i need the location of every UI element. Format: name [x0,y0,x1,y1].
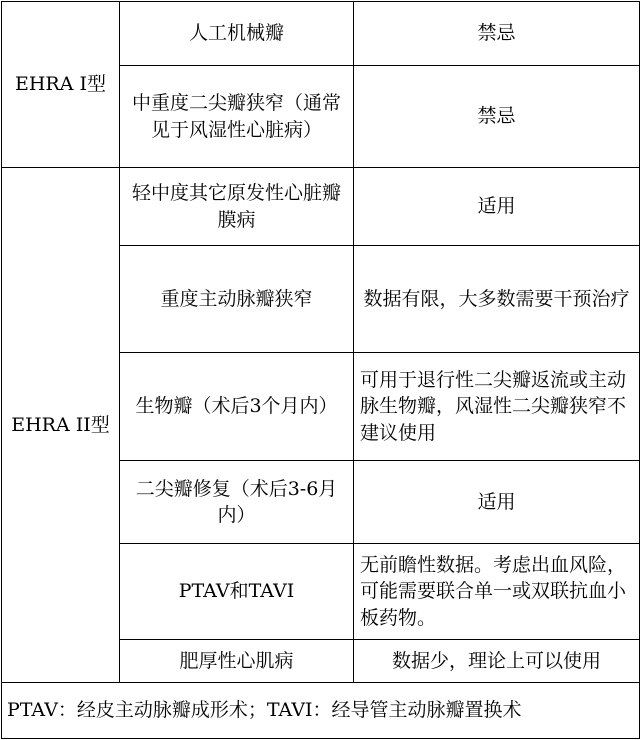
recommendation-cell: 数据有限，大多数需要干预治疗 [354,246,640,353]
category-ehra-1: EHRA I型 [2,2,120,168]
table-row [2,2,640,66]
recommendation-cell: 可用于退行性二尖瓣返流或主动脉生物瓣，风湿性二尖瓣狭窄不建议使用 [354,353,640,461]
footnote: PTAV：经皮主动脉瓣成形术；TAVI：经导管主动脉瓣置换术 [2,683,640,739]
recommendation-cell: 数据少，理论上可以使用 [354,640,640,683]
category-ehra-2: EHRA II型 [2,168,120,683]
condition-cell: PTAV和TAVI [120,544,354,640]
condition-cell: 轻中度其它原发性心脏瓣膜病 [120,168,354,246]
condition-cell: 中重度二尖瓣狭窄（通常见于风湿性心脏病） [120,66,354,168]
table-row [2,168,640,246]
recommendation-cell: 适用 [354,461,640,544]
condition-cell: 重度主动脉瓣狭窄 [120,246,354,353]
recommendation-cell: 禁忌 [354,2,640,66]
condition-cell: 人工机械瓣 [120,2,354,66]
condition-cell: 生物瓣（术后3个月内） [120,353,354,461]
condition-cell: 肥厚性心肌病 [120,640,354,683]
footnote-row [2,683,640,739]
recommendation-cell: 无前瞻性数据。考虑出血风险，可能需要联合单一或双联抗血小板药物。 [354,544,640,640]
recommendation-cell: 禁忌 [354,66,640,168]
condition-cell: 二尖瓣修复（术后3-6月内） [120,461,354,544]
valve-disease-table [1,1,640,739]
recommendation-cell: 适用 [354,168,640,246]
